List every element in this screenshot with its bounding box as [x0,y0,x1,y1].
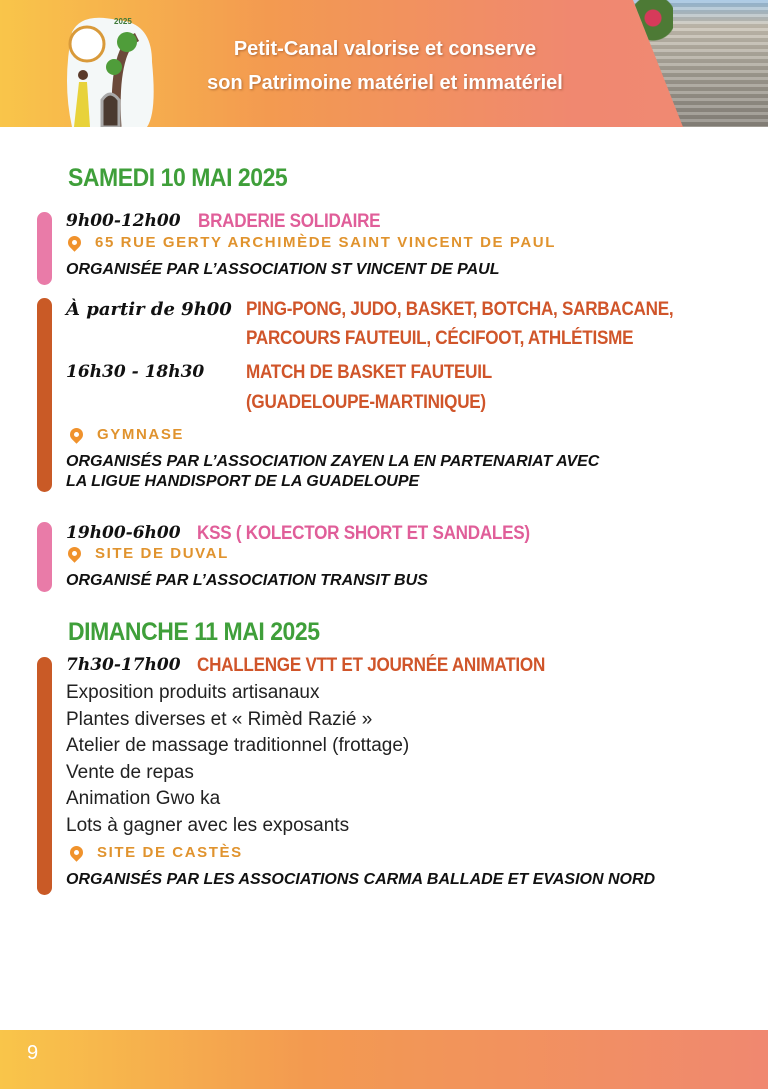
event-time: 19h00-6h00 [66,523,181,543]
page-number: 9 [27,1042,39,1064]
location-pin-icon [67,425,85,443]
event-location: SITE DE CASTÈS [97,844,243,861]
heritage-logo [62,12,162,127]
logo-year: 2025 [114,17,132,26]
event-title: KSS ( KOLECTOR SHORT ET SANDALES) [197,523,530,544]
event-title: (GUADELOUPE-MARTINIQUE) [246,392,486,413]
event-bar [37,298,52,492]
event-time: 7h30-17h00 [66,655,181,675]
activity-item: Vente de repas [66,762,194,783]
event-location: GYMNASE [97,426,185,443]
page-footer [0,1030,768,1089]
day-heading: SAMEDI 10 MAI 2025 [68,164,288,192]
event-bar [37,212,52,285]
page-header [0,0,768,127]
event-organizer: ORGANISÉ PAR L’ASSOCIATION TRANSIT BUS [66,572,428,589]
header-title-line2: son Patrimoine matériel et immatériel [207,72,563,94]
activity-item: Exposition produits artisanaux [66,682,320,703]
event-title: PARCOURS FAUTEUIL, CÉCIFOOT, ATHLÉTISME [246,328,634,349]
event-bar [37,657,52,895]
event-time: 16h30 - 18h30 [66,362,205,382]
event-organizer: ORGANISÉS PAR L’ASSOCIATION ZAYEN LA EN PARTENARIAT AVEC [66,453,600,470]
location-pin-icon [67,843,85,861]
location-pin-icon [65,233,83,251]
activity-item: Plantes diverses et « Rimèd Razié » [66,709,373,730]
activity-item: Lots à gagner avec les exposants [66,815,350,836]
event-title: MATCH DE BASKET FAUTEUIL [246,362,492,383]
event-bar [37,522,52,592]
event-location: SITE DE DUVAL [95,545,229,562]
event-organizer: LA LIGUE HANDISPORT DE LA GUADELOUPE [66,473,420,490]
event-organizer: ORGANISÉS PAR LES ASSOCIATIONS CARMA BALLADE ET EVASION NORD [66,871,656,888]
event-time: À partir de 9h00 [66,299,232,320]
activity-item: Atelier de massage traditionnel (frottage) [66,735,410,756]
staircase-photo [598,0,768,127]
location-pin-icon [65,544,83,562]
event-time: 9h00-12h00 [66,211,181,231]
event-location: 65 RUE GERTY ARCHIMÈDE SAINT VINCENT DE PAUL [95,234,557,251]
event-organizer: ORGANISÉE PAR L’ASSOCIATION ST VINCENT DE PAUL [66,261,500,278]
event-title: PING-PONG, JUDO, BASKET, BOTCHA, SARBACANE, [246,299,674,320]
event-title: BRADERIE SOLIDAIRE [198,211,381,232]
activity-item: Animation Gwo ka [66,788,221,809]
header-title-line1: Petit-Canal valorise et conserve [233,38,537,60]
event-title: CHALLENGE VTT ET JOURNÉE ANIMATION [197,655,546,676]
day-heading: DIMANCHE 11 MAI 2025 [68,618,320,646]
